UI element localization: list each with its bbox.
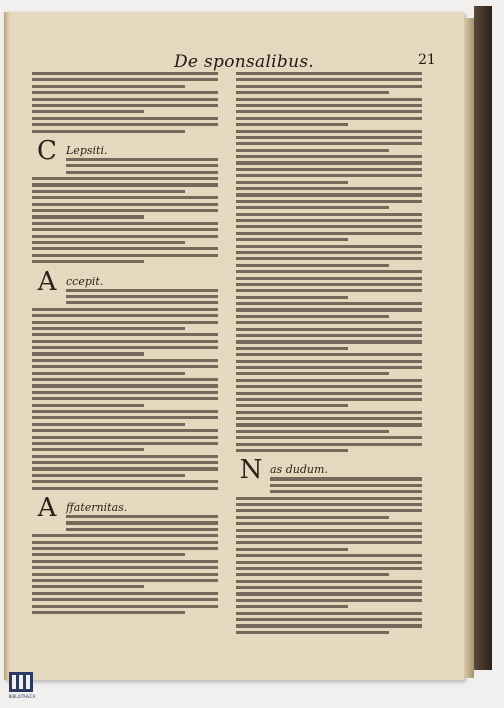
text-line	[236, 404, 348, 407]
paragraph-opening-word: as dudum.	[270, 463, 328, 477]
text-line	[32, 391, 218, 394]
text-line	[32, 461, 218, 464]
text-line	[32, 123, 218, 126]
text-line	[236, 142, 422, 145]
text-line	[66, 521, 218, 524]
paragraph-with-initial	[32, 135, 218, 174]
text-line	[32, 579, 218, 582]
text-line	[236, 334, 422, 337]
text-line	[236, 308, 422, 311]
text-line	[236, 193, 422, 196]
page-edge	[464, 18, 474, 678]
text-line	[32, 98, 218, 101]
text-line	[236, 289, 422, 292]
text-line	[32, 487, 218, 490]
text-line	[32, 573, 218, 576]
text-line	[236, 347, 348, 350]
book-page	[4, 12, 464, 680]
text-line	[236, 548, 348, 551]
text-line	[32, 553, 185, 556]
text-line	[236, 411, 422, 414]
text-line	[32, 541, 218, 544]
text-line	[236, 497, 422, 500]
text-line	[236, 78, 422, 81]
text-line	[236, 580, 422, 583]
text-line	[236, 554, 422, 557]
text-line	[66, 289, 218, 292]
text-line	[32, 314, 218, 317]
text-line	[66, 164, 218, 167]
text-line	[236, 605, 348, 608]
text-line	[32, 222, 218, 225]
left-column	[32, 72, 218, 672]
text-line	[32, 455, 218, 458]
text-line	[236, 509, 422, 512]
text-line	[32, 585, 144, 588]
text-line	[236, 174, 422, 177]
text-line	[236, 586, 422, 589]
text-line	[32, 130, 185, 133]
running-head: De sponsalibus.	[174, 52, 315, 72]
text-line	[236, 181, 348, 184]
text-line	[32, 436, 218, 439]
text-line	[32, 423, 185, 426]
text-line	[32, 228, 218, 231]
text-line	[32, 209, 218, 212]
text-line	[270, 484, 422, 487]
page-gutter	[4, 12, 10, 680]
text-line	[32, 372, 185, 375]
text-line	[32, 190, 185, 193]
text-line	[236, 449, 348, 452]
text-line	[236, 503, 422, 506]
text-line	[32, 235, 218, 238]
text-line	[32, 254, 218, 257]
text-line	[32, 340, 218, 343]
text-line	[236, 264, 389, 267]
text-line	[236, 296, 348, 299]
text-line	[236, 561, 422, 564]
text-line	[236, 219, 422, 222]
text-line	[236, 85, 422, 88]
text-line	[236, 232, 422, 235]
text-line	[32, 333, 218, 336]
text-line	[32, 104, 218, 107]
text-line	[66, 301, 218, 304]
text-line	[32, 117, 218, 120]
text-line	[32, 429, 218, 432]
text-line	[236, 385, 422, 388]
text-line	[236, 631, 389, 634]
text-line	[32, 352, 144, 355]
text-line	[236, 187, 422, 190]
text-line	[236, 98, 422, 101]
text-line	[236, 379, 422, 382]
text-line	[32, 416, 218, 419]
text-line	[236, 302, 422, 305]
text-line	[236, 443, 422, 446]
text-line	[32, 110, 144, 113]
folio-number: 21	[418, 52, 436, 68]
paragraph-opening-word: ffaternitas.	[66, 501, 128, 515]
text-line	[236, 251, 422, 254]
text-line	[32, 241, 185, 244]
text-line	[66, 528, 218, 531]
text-line	[236, 225, 422, 228]
text-line	[236, 328, 422, 331]
text-line	[270, 490, 422, 493]
text-line	[236, 72, 422, 75]
decorated-initial: C	[37, 135, 57, 166]
text-line	[32, 474, 185, 477]
text-line	[32, 384, 218, 387]
text-line	[32, 260, 144, 263]
text-line	[236, 541, 422, 544]
text-line	[236, 423, 422, 426]
text-line	[236, 398, 422, 401]
paragraph-with-initial	[236, 455, 422, 493]
text-line	[32, 78, 218, 81]
text-line	[32, 308, 218, 311]
text-line	[66, 158, 218, 161]
text-line	[236, 123, 348, 126]
decorated-initial: N	[239, 455, 263, 486]
text-line	[236, 522, 422, 525]
text-line	[236, 535, 422, 538]
text-line	[236, 136, 422, 139]
text-line	[236, 315, 389, 318]
text-line	[32, 215, 144, 218]
text-line	[236, 213, 422, 216]
text-line	[236, 573, 389, 576]
text-line	[32, 72, 218, 75]
text-line	[236, 200, 422, 203]
text-line	[32, 247, 218, 250]
text-line	[236, 149, 389, 152]
text-line	[32, 592, 218, 595]
text-line	[236, 417, 422, 420]
paragraph-with-initial	[32, 493, 218, 531]
text-line	[236, 360, 422, 363]
text-line	[32, 183, 218, 186]
text-line	[32, 605, 218, 608]
paragraph-with-initial	[32, 266, 218, 305]
text-line	[32, 327, 185, 330]
text-line	[32, 321, 218, 324]
text-line	[32, 547, 218, 550]
text-line	[236, 366, 422, 369]
text-line	[66, 515, 218, 518]
text-line	[236, 277, 422, 280]
text-line	[32, 203, 218, 206]
decorated-initial: A	[37, 493, 57, 524]
text-line	[236, 130, 422, 133]
text-line	[236, 117, 422, 120]
decorated-initial: A	[37, 266, 57, 297]
text-line	[236, 161, 422, 164]
text-line	[236, 529, 422, 532]
text-line	[236, 372, 389, 375]
paragraph-opening-word: ccepit.	[66, 274, 104, 288]
text-line	[236, 155, 422, 158]
text-line	[32, 598, 218, 601]
text-line	[236, 283, 422, 286]
text-line	[236, 624, 422, 627]
text-line	[32, 611, 185, 614]
text-line	[32, 404, 144, 407]
text-line	[236, 168, 422, 171]
text-line	[236, 592, 422, 595]
text-line	[236, 430, 389, 433]
right-column	[236, 72, 422, 672]
text-line	[236, 599, 422, 602]
text-line	[66, 295, 218, 298]
text-line	[236, 206, 389, 209]
text-line	[236, 104, 422, 107]
text-line	[236, 340, 422, 343]
text-line	[66, 171, 218, 174]
text-line	[236, 516, 389, 519]
text-line	[236, 612, 422, 615]
text-line	[32, 448, 144, 451]
library-logo-text: BIBLIOTHECA	[8, 694, 36, 699]
text-line	[32, 177, 218, 180]
text-line	[236, 567, 422, 570]
text-line	[32, 359, 218, 362]
text-line	[236, 238, 348, 241]
text-line	[32, 365, 218, 368]
text-line	[236, 91, 389, 94]
text-line	[236, 392, 422, 395]
text-line	[32, 91, 218, 94]
text-line	[32, 346, 218, 349]
text-line	[236, 436, 422, 439]
text-line	[236, 270, 422, 273]
text-line	[32, 442, 218, 445]
text-line	[32, 410, 218, 413]
text-line	[32, 397, 218, 400]
text-line	[32, 378, 218, 381]
text-line	[236, 257, 422, 260]
text-line	[236, 353, 422, 356]
text-line	[32, 480, 218, 483]
text-line	[236, 618, 422, 621]
text-line	[236, 110, 422, 113]
text-line	[32, 566, 218, 569]
text-line	[32, 467, 218, 470]
text-line	[32, 560, 218, 563]
text-line	[32, 85, 185, 88]
text-line	[32, 196, 218, 199]
text-line	[236, 321, 422, 324]
text-line	[32, 534, 218, 537]
text-line	[270, 477, 422, 480]
text-line	[236, 245, 422, 248]
paragraph-opening-word: Lepsiti.	[66, 143, 108, 157]
book-binding-edge	[474, 6, 492, 670]
